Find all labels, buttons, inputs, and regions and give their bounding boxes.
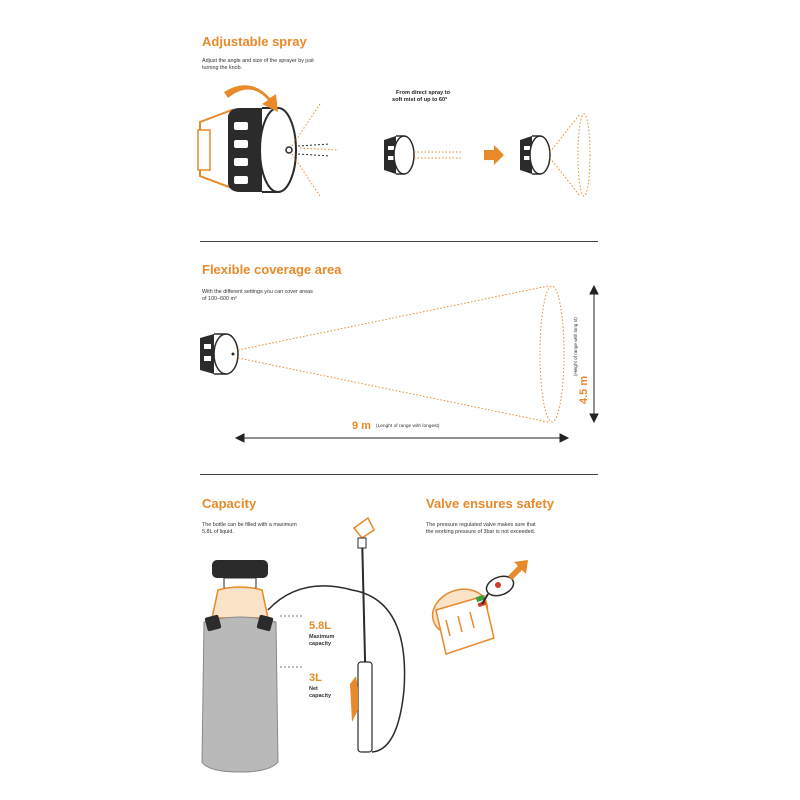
coverage-length-note: (Lenght of range with longest): [376, 424, 440, 429]
coverage-length-value: 9 m: [352, 420, 371, 432]
adjustable-spray-desc-line1: Adjust the angle and size of the sprayer by just: [202, 58, 314, 64]
coverage-cone: [238, 286, 564, 422]
nozzle-knob-small-mist-illustration: [520, 114, 590, 196]
valve-release-arrow-icon: [508, 560, 528, 580]
max-capacity-value: 5.8L: [309, 620, 332, 632]
spray-cone-lines-large: [292, 104, 338, 196]
spray-direct-lines: [298, 144, 330, 156]
net-capacity-label-line2: capacity: [309, 693, 332, 699]
coverage-desc-line1: With the different settings you can cover areas: [202, 289, 313, 295]
capacity-title: Capacity: [202, 496, 257, 511]
length-dimension-arrow: [236, 434, 568, 442]
valve-title: Valve ensures safety: [426, 496, 554, 511]
spray-mode-note-line2: soft mist of up to 60°: [392, 97, 448, 103]
capacity-desc-line1: The bottle can be filled with a maximum: [202, 522, 297, 528]
coverage-desc-line2: of 100–600 m²: [202, 296, 237, 302]
spray-mode-note-line1: From direct spray to: [396, 90, 451, 96]
nozzle-knob-large-illustration: [198, 108, 296, 192]
net-capacity-value: 3L: [309, 672, 322, 684]
section-divider-2: [200, 474, 598, 475]
capacity-desc-line2: 5.8L of liquid.: [202, 529, 234, 535]
valve-desc-line1: The pressure regulated valve makes sure that: [426, 522, 536, 528]
adjustable-spray-title: Adjustable spray: [202, 34, 307, 49]
direction-arrow-icon: [484, 145, 504, 165]
coverage-title: Flexible coverage area: [202, 262, 342, 277]
section-divider-1: [200, 241, 598, 242]
pressure-valve-illustration: [426, 573, 516, 654]
valve-desc-line2: the working pressure of 3bar is not exceeded.: [426, 529, 536, 535]
height-dimension-arrow: [590, 286, 598, 422]
capacity-level-lines: [280, 616, 302, 667]
adjustable-spray-desc-line2: turning the knob.: [202, 65, 243, 71]
nozzle-knob-small-direct-illustration: [384, 136, 462, 174]
max-capacity-label-line1: Maximum: [309, 634, 335, 640]
sprayer-tank-illustration: [202, 560, 278, 772]
hose-illustration: [268, 586, 405, 752]
max-capacity-label-line2: capacity: [309, 641, 332, 647]
spray-lance-illustration: [350, 518, 374, 752]
coverage-height-value: 4.5 m: [578, 375, 590, 404]
coverage-height-note: (Height of range with long st): [573, 317, 578, 376]
nozzle-knob-coverage-illustration: [200, 334, 238, 374]
net-capacity-label-line1: Net: [309, 686, 318, 692]
